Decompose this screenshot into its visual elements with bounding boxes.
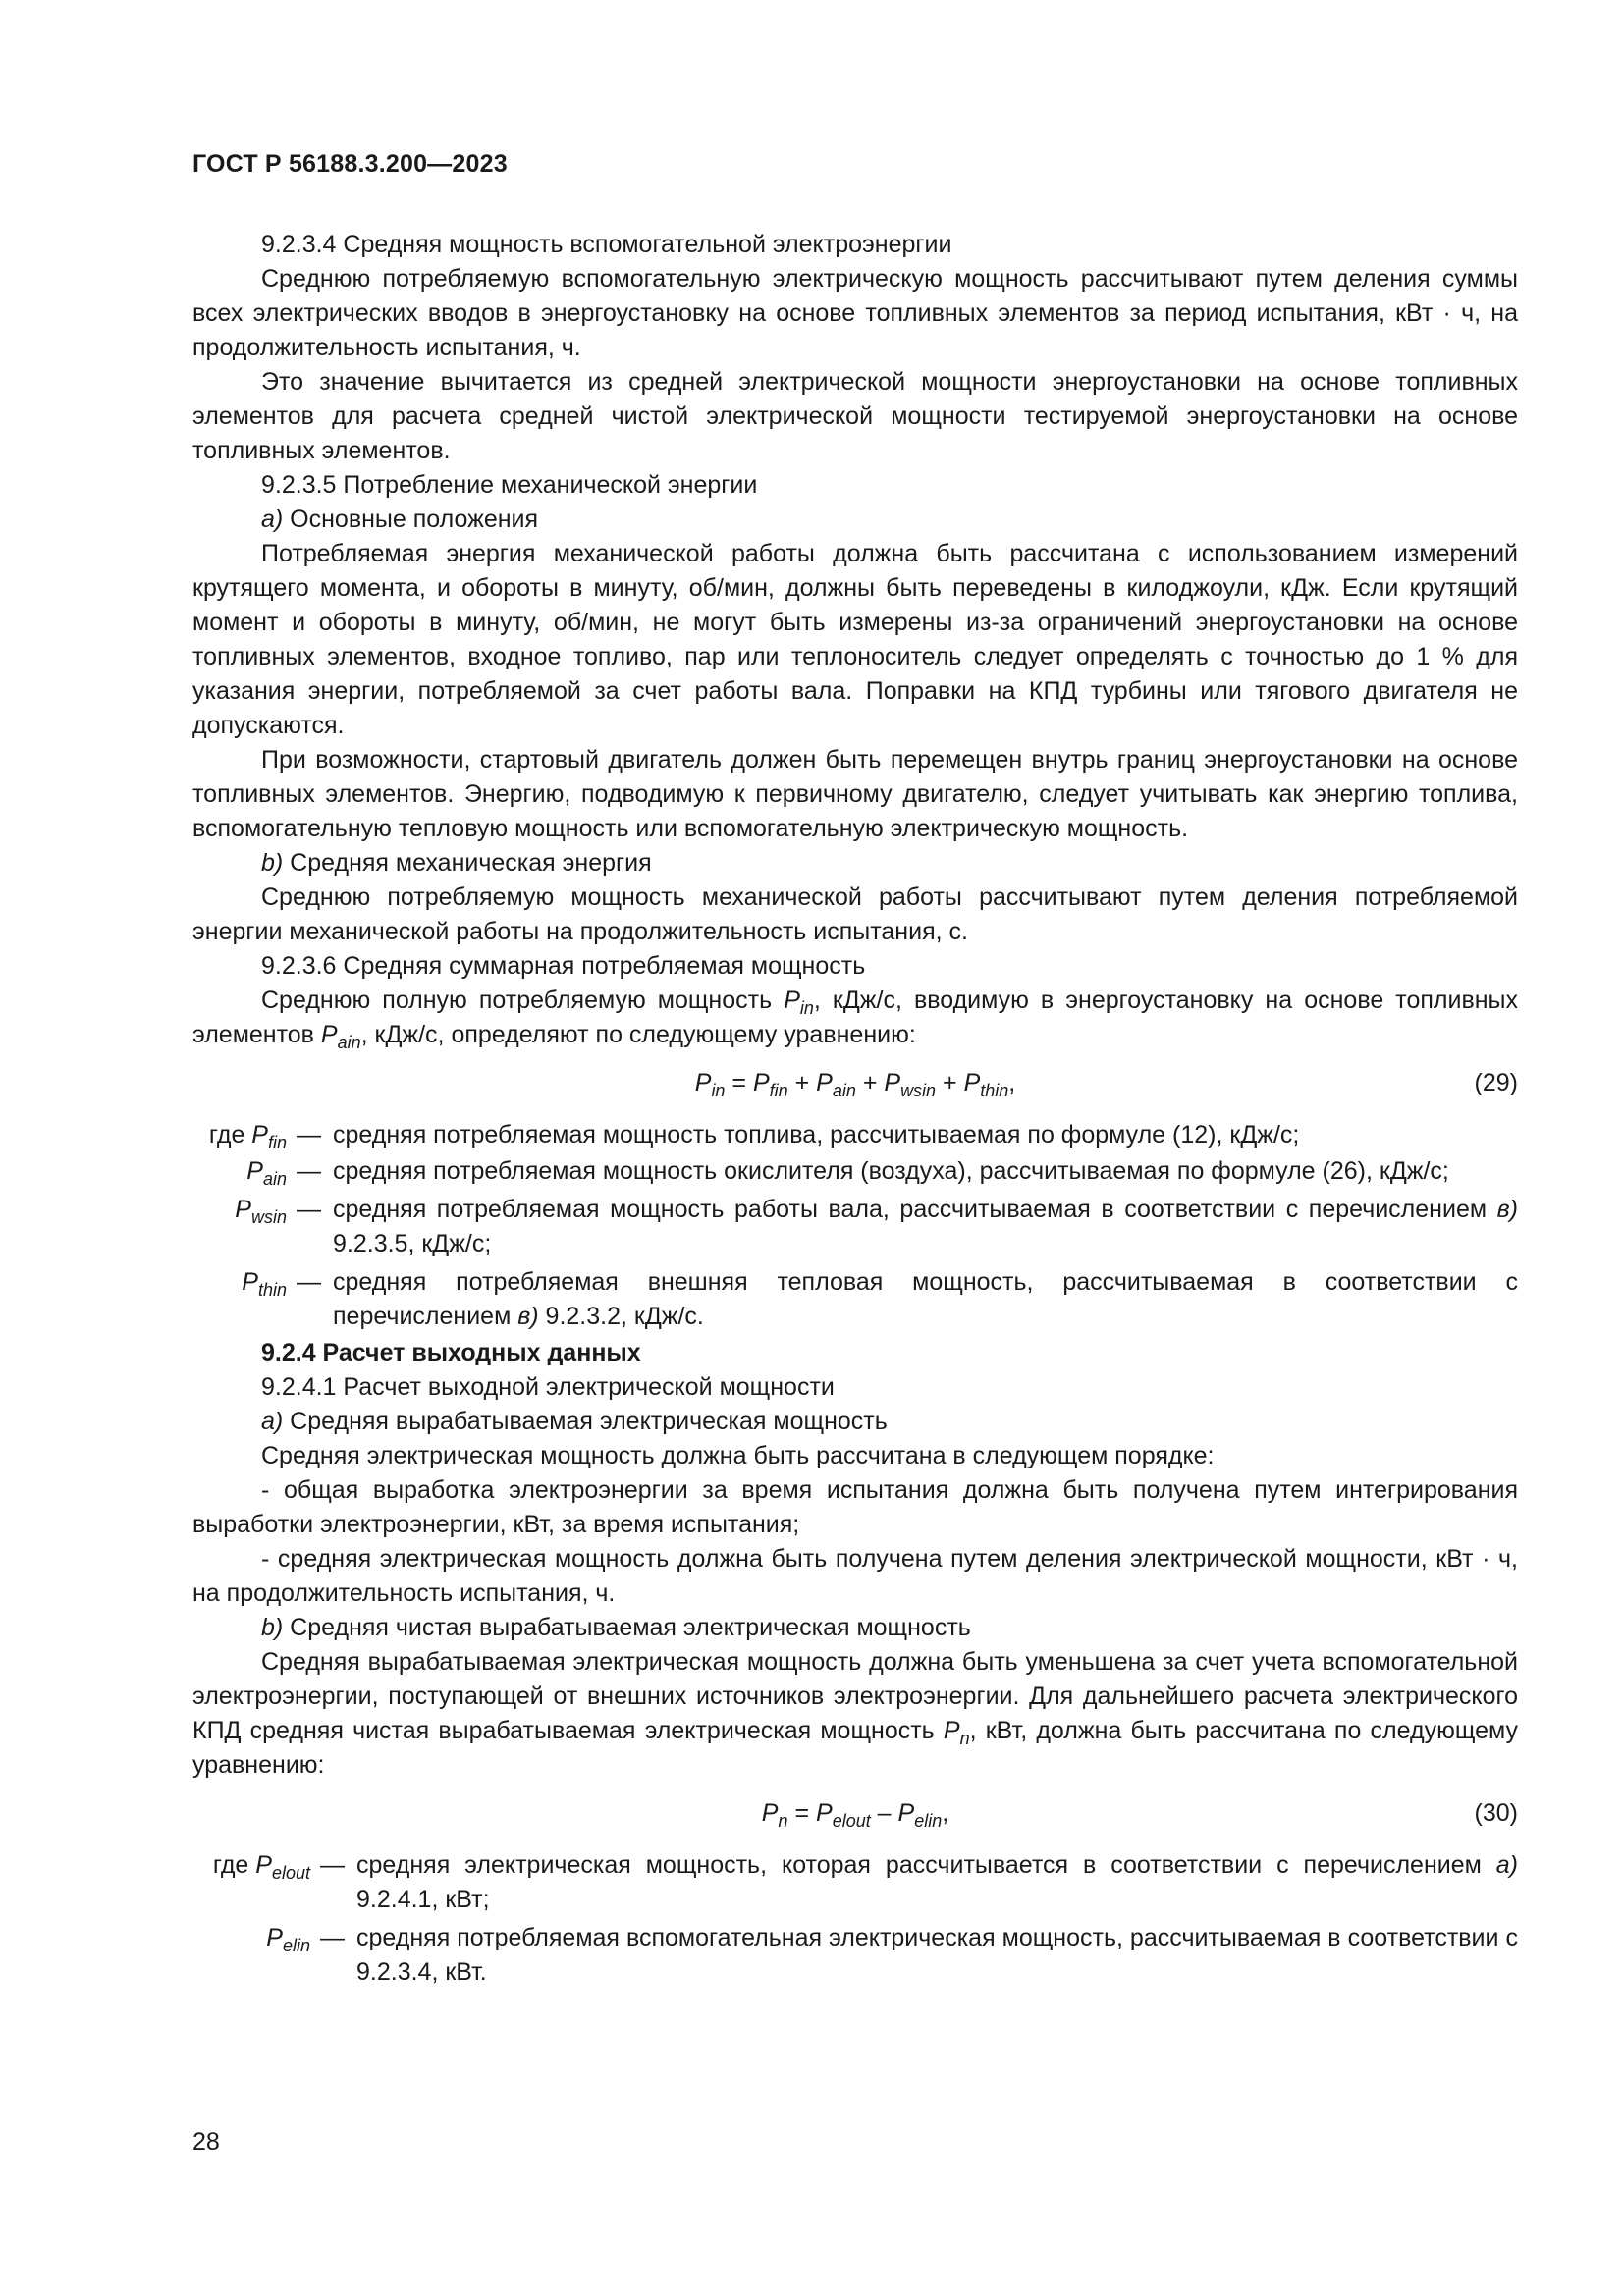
section-heading-9-2-4-1: 9.2.4.1 Расчет выходной электрической мощности [261,1373,835,1401]
paragraph: Средняя вырабатываемая электрическая мощность должна быть уменьшена за счет учета вспомогательной электроэнергии, поступающей от внешних источников электроэнергии. Для дальнейшего расчета электрического КПД средняя чистая вырабатываемая электрическая мощность $P_n$, кВт, должна быть рассчитана по следующему уравнению: [192,1648,1518,1779]
definition-text: средняя потребляемая внешняя тепловая мощность, рассчитываемая в соответствии с перечислением в) 9.2.3.2, кДж/с. [333,1268,1518,1330]
section-heading-9-2-3-5: 9.2.3.5 Потребление механической энергии [261,471,758,499]
definition-text: средняя потребляемая мощность окислителя (воздуха), рассчитываемая по формуле (26), кДж/с; [333,1157,1449,1185]
paragraph: Среднюю потребляемую вспомогательную электрическую мощность рассчитывают путем деления суммы всех электрических вводов в энергоустановку на основе топливных элементов за период испытания, кВт · ч, на продолжительность испытания, ч. [192,265,1518,361]
page-number: 28 [192,2128,220,2156]
formula-30 [192,1796,1518,1831]
variable-definitions-30 [192,1848,1518,1990]
paragraph: Среднюю потребляемую мощность механической работы рассчитывают путем деления потребляемой энергии механической работы на продолжительность испытания, с. [192,883,1518,945]
definition-row: где $P_{elout}$ — средняя электрическая мощность, которая рассчитывается в соответствии с перечислением а) 9.2.4.1, кВт; [192,1848,1518,1917]
list-marker: b) [261,1614,284,1641]
list-item: - общая выработка электроэнергии за время испытания должна быть получена путем интегрирования выработки электроэнергии, кВт, за время испытания; [192,1476,1518,1538]
definition-symbol: $P_{thin}$ [242,1268,287,1300]
subsection-title: Средняя механическая энергия [283,849,652,877]
subsection-b [192,1611,1518,1645]
definition-row: $P_{thin}$ — средняя потребляемая внешняя тепловая мощность, рассчитываемая в соответствии с перечислением в) 9.2.3.2, кДж/с. [192,1265,1518,1334]
definition-symbol: $P_{wsin}$ [235,1196,287,1227]
formula-29 [192,1066,1518,1100]
section-heading-9-2-3-4: 9.2.3.4 Средняя мощность вспомогательной электроэнергии [261,231,952,258]
definition-symbol: где $P_{fin}$ [208,1121,287,1152]
list-item: - средняя электрическая мощность должна быть получена путем деления электрической мощности, кВт · ч, на продолжительность испытания, ч. [192,1545,1518,1607]
page-content [192,228,1518,1992]
subsection-b [192,846,1518,881]
document-header: ГОСТ Р 56188.3.200—2023 [192,150,508,178]
paragraph: При возможности, стартовый двигатель должен быть перемещен внутрь границ энергоустановки на основе топливных элементов. Энергию, подводимую к первичному двигателю, следует учитывать как энергию топлива, вспомогательную тепловую мощность или вспомогательную электрическую мощность. [192,746,1518,842]
paragraph: Это значение вычитается из средней электрической мощности энергоустановки на основе топливных элементов для расчета средней чистой электрической мощности тестируемой энергоустановки на основе топливных элементов. [192,368,1518,464]
paragraph: Среднюю полную потребляемую мощность $P_{in}$, кДж/с, вводимую в энергоустановку на основе топливных элементов $P_{ain}$, кДж/с, определяют по следующему уравнению: [192,987,1519,1052]
definition-text: средняя потребляемая мощность работы вала, рассчитываемая в соответствии с перечислением в) 9.2.3.5, кДж/с; [333,1196,1518,1257]
variable-definitions-29 [192,1118,1518,1334]
paragraph: Потребляемая энергия механической работы должна быть рассчитана с использованием измерений крутящего момента, и обороты в минуту, об/мин, должны быть переведены в килоджоули, кДж. Если крутящий момент и обороты в минуту, об/мин, не могут быть измерены из-за ограничений энергоустановки на основе топливных элементов, входное топливо, пар или теплоноситель следует определять с точностью до 1 % для указания энергии, потребляемой за счет работы вала. Поправки на КПД турбины или тягового двигателя не допускаются. [192,540,1518,739]
section-heading-9-2-4: 9.2.4 Расчет выходных данных [261,1339,641,1366]
definition-text: средняя потребляемая вспомогательная электрическая мощность, рассчитываемая в соответствии с 9.2.3.4, кВт. [356,1924,1518,1986]
definition-text: средняя потребляемая мощность топлива, рассчитываемая по формуле (12), кДж/с; [333,1121,1300,1148]
subsection-a [192,1405,1518,1439]
subsection-a [192,503,1518,537]
formula-expression: $P_{in} = P_{fin} + P_{ain} + P_{wsin} + P_{thin}$, [694,1069,1016,1100]
subsection-title: Основные положения [283,506,539,533]
formula-number: (30) [1474,1799,1518,1827]
list-marker: b) [261,849,284,877]
paragraph: Средняя электрическая мощность должна быть рассчитана в следующем порядке: [261,1442,1215,1469]
definition-symbol: $P_{elin}$ [266,1924,310,1955]
definition-symbol: $P_{ain}$ [246,1157,287,1189]
section-heading-9-2-3-6: 9.2.3.6 Средняя суммарная потребляемая мощность [261,952,866,980]
formula-number: (29) [1474,1069,1518,1096]
subsection-title: Средняя чистая вырабатываемая электрическая мощность [283,1614,971,1641]
list-marker: а) [261,1408,284,1435]
list-marker: а) [261,506,284,533]
formula-expression: $P_n = P_{elout} - P_{elin}$, [761,1799,949,1831]
subsection-title: Средняя вырабатываемая электрическая мощность [283,1408,888,1435]
definition-symbol: где $P_{elout}$ [212,1851,310,1883]
definition-row: $P_{wsin}$ — средняя потребляемая мощность работы вала, рассчитываемая в соответствии с перечислением в) 9.2.3.5, кДж/с; [192,1193,1518,1261]
definition-row: $P_{ain}$ — средняя потребляемая мощность окислителя (воздуха), рассчитываемая по формуле (26), кДж/с; [192,1154,1518,1189]
definition-row: $P_{elin}$ — средняя потребляемая вспомогательная электрическая мощность, рассчитываемая в соответствии с 9.2.3.4, кВт. [192,1921,1518,1990]
definition-text: средняя электрическая мощность, которая рассчитывается в соответствии с перечислением а) 9.2.4.1, кВт; [356,1851,1518,1913]
definition-row: где $P_{fin}$ — средняя потребляемая мощность топлива, рассчитываемая по формуле (12), кДж/с; [192,1118,1518,1152]
